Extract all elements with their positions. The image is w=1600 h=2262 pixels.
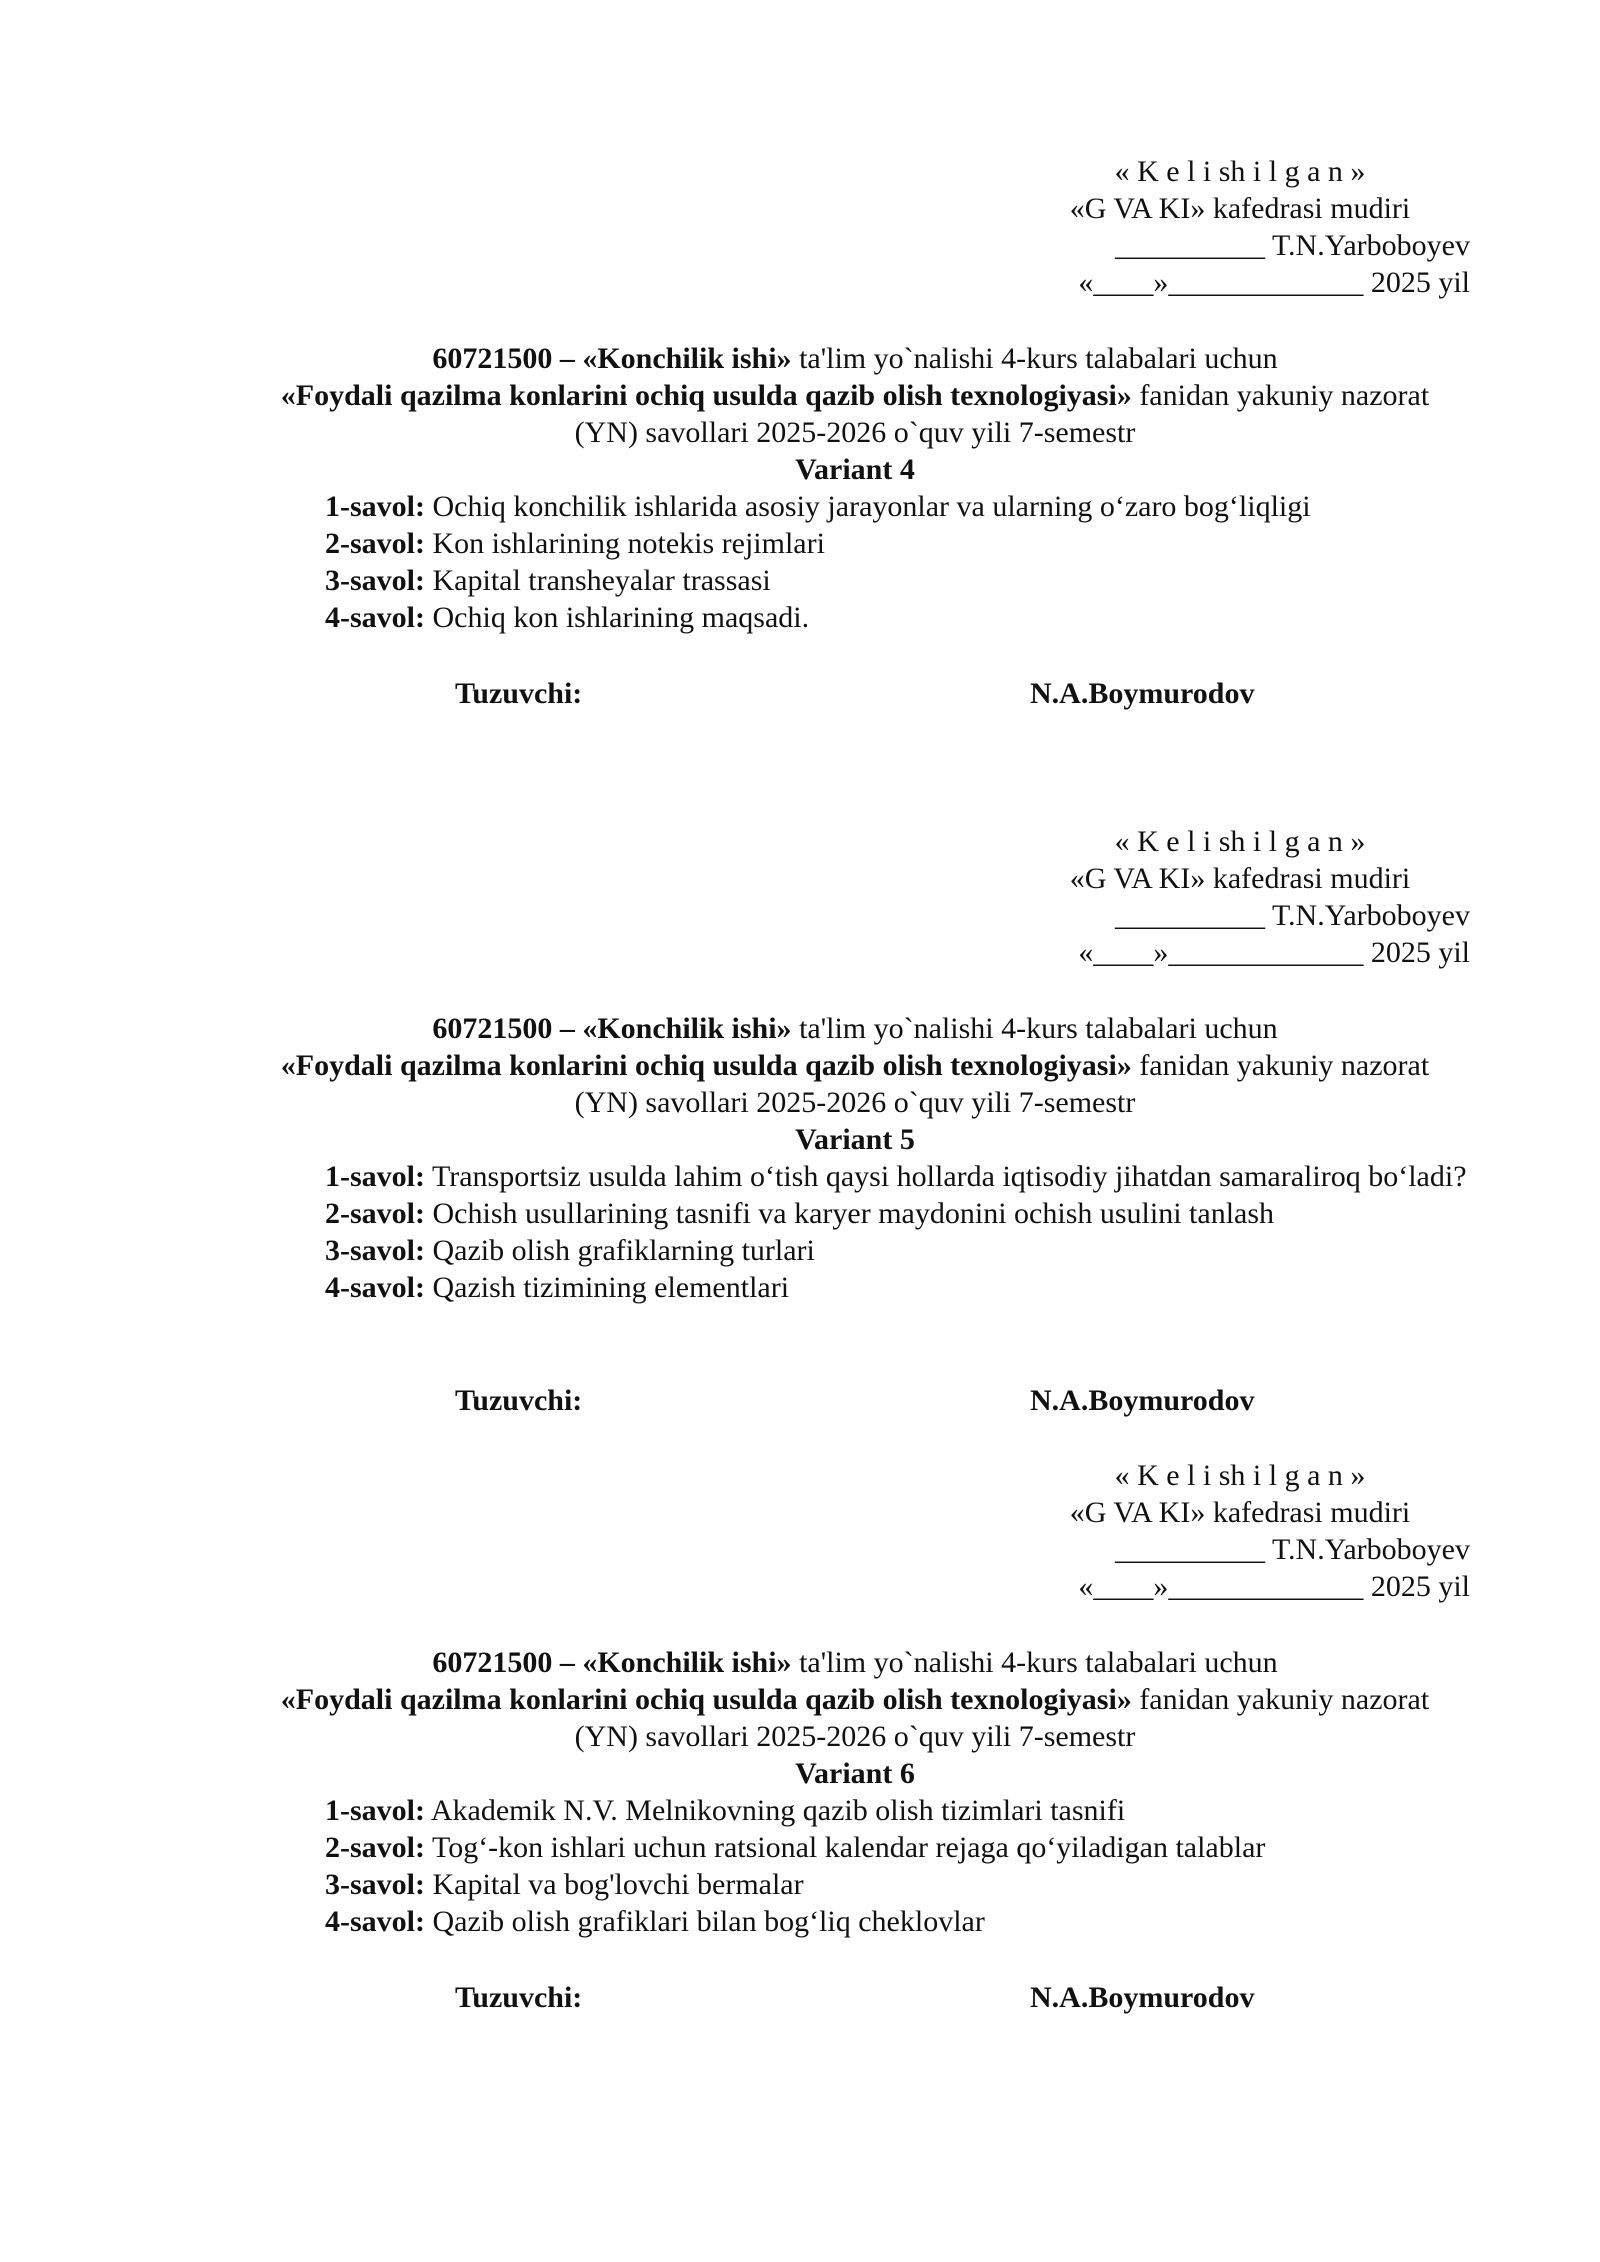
- heading-line-2: «Foydali qazilma konlarini ochiq usulda qazib olish texnologiyasi» fanidan yakuniy nazorat: [280, 1683, 1430, 1716]
- question-item: 1-savol: Akademik N.V. Melnikovning qazib olish tizimlari tasnifi: [325, 1794, 1126, 1827]
- approval-block: [1000, 1457, 1480, 1605]
- heading-line-2: «Foydali qazilma konlarini ochiq usulda qazib olish texnologiyasi» fanidan yakuniy nazorat: [280, 1049, 1430, 1082]
- approval-title: « K e l i sh i l g a n »: [1114, 155, 1366, 188]
- approval-title: « K e l i sh i l g a n »: [1114, 1459, 1366, 1492]
- heading-line-2: «Foydali qazilma konlarini ochiq usulda qazib olish texnologiyasi» fanidan yakuniy nazorat: [280, 379, 1430, 412]
- approval-block: [1000, 823, 1480, 971]
- question-item: 4-savol: Qazish tizimining elementlari: [325, 1271, 790, 1304]
- signer-label: Tuzuvchi:: [455, 1981, 583, 2014]
- question-item: 2-savol: Ochish usullarining tasnifi va karyer maydonini ochish usulini tanlash: [325, 1197, 1275, 1230]
- approval-department: «G VA KI» kafedrasi mudiri: [1069, 862, 1411, 895]
- approval-department: «G VA KI» kafedrasi mudiri: [1069, 1496, 1411, 1529]
- approval-signature-line: __________ T.N.Yarboboyev: [1114, 1533, 1470, 1566]
- heading-line-3: (YN) savollari 2025-2026 o`quv yili 7-semestr: [574, 1086, 1136, 1119]
- heading-line-3: (YN) savollari 2025-2026 o`quv yili 7-semestr: [574, 416, 1136, 449]
- exam-heading: [230, 1010, 1480, 1158]
- question-item: 1-savol: Transportsiz usulda lahim o‘tish qaysi hollarda iqtisodiy jihatdan samaraliroq bo‘ladi?: [325, 1160, 1467, 1193]
- approval-title: « K e l i sh i l g a n »: [1114, 825, 1366, 858]
- signer-label: Tuzuvchi:: [455, 1384, 583, 1417]
- approval-date-line: «____»_____________ 2025 yil: [1078, 266, 1470, 299]
- question-item: 4-savol: Ochiq kon ishlarining maqsadi.: [325, 601, 810, 634]
- heading-line-1: 60721500 – «Konchilik ishi» ta'lim yo`nalishi 4-kurs talabalari uchun: [432, 1646, 1278, 1679]
- approval-date-line: «____»_____________ 2025 yil: [1078, 1570, 1470, 1603]
- approval-department: «G VA KI» kafedrasi mudiri: [1069, 192, 1411, 225]
- variant-title: Variant 6: [795, 1757, 915, 1790]
- approval-date-line: «____»_____________ 2025 yil: [1078, 936, 1470, 969]
- question-item: 4-savol: Qazib olish grafiklari bilan bog‘liq cheklovlar: [325, 1905, 985, 1938]
- heading-line-3: (YN) savollari 2025-2026 o`quv yili 7-semestr: [574, 1720, 1136, 1753]
- approval-block: [1000, 153, 1480, 301]
- heading-line-1: 60721500 – «Konchilik ishi» ta'lim yo`nalishi 4-kurs talabalari uchun: [432, 342, 1278, 375]
- signer-name: N.A.Boymurodov: [1030, 1384, 1255, 1417]
- approval-signature-line: __________ T.N.Yarboboyev: [1114, 229, 1470, 262]
- exam-heading: [230, 340, 1480, 488]
- question-item: 1-savol: Ochiq konchilik ishlarida asosiy jarayonlar va ularning o‘zaro bog‘liqligi: [325, 490, 1311, 523]
- variant-title: Variant 5: [795, 1123, 915, 1156]
- exam-heading: [230, 1644, 1480, 1792]
- question-list: [230, 1792, 1485, 1940]
- heading-line-1: 60721500 – «Konchilik ishi» ta'lim yo`nalishi 4-kurs talabalari uchun: [432, 1012, 1278, 1045]
- question-list: [230, 1158, 1485, 1306]
- question-item: 3-savol: Qazib olish grafiklarning turlari: [325, 1234, 815, 1267]
- question-item: 2-savol: Kon ishlarining notekis rejimlari: [325, 527, 825, 560]
- variant-title: Variant 4: [795, 453, 915, 486]
- signer-name: N.A.Boymurodov: [1030, 1981, 1255, 2014]
- question-list: [230, 488, 1485, 636]
- question-item: 3-savol: Kapital transheyalar trassasi: [325, 564, 771, 597]
- signer-name: N.A.Boymurodov: [1030, 677, 1255, 710]
- signer-label: Tuzuvchi:: [455, 677, 583, 710]
- question-item: 2-savol: Tog‘-kon ishlari uchun ratsional kalendar rejaga qo‘yiladigan talablar: [325, 1831, 1266, 1864]
- approval-signature-line: __________ T.N.Yarboboyev: [1114, 899, 1470, 932]
- question-item: 3-savol: Kapital va bog'lovchi bermalar: [325, 1868, 804, 1901]
